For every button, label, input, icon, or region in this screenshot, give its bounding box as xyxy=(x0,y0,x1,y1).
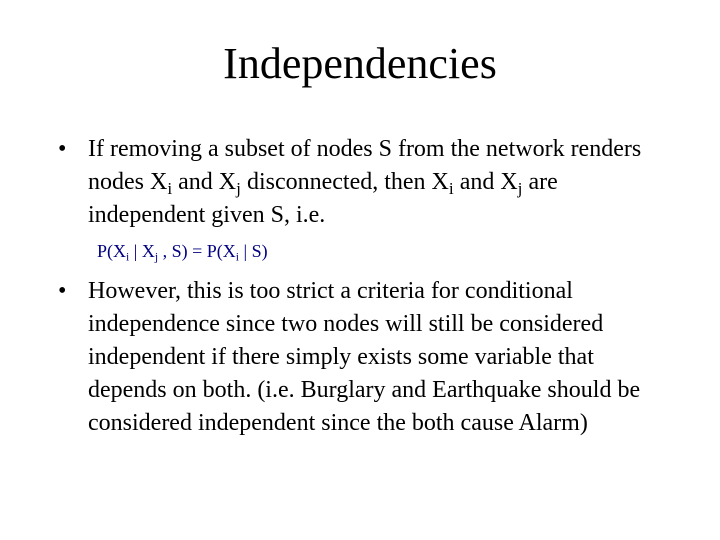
bullet1-text-part: disconnected, then X xyxy=(240,169,449,195)
formula-part: | X xyxy=(129,241,155,261)
bullet-text-2: However, this is too strict a criteria for conditional independence since two nodes will still be considered independent if there simply exists some variable that depends on both. (i.e. Burglary and Earthquake should be considered independent since the both cause Alarm) xyxy=(88,278,641,436)
formula-subscript-j: j xyxy=(154,250,159,264)
bullet-item-2 xyxy=(58,275,678,440)
subscript-i: i xyxy=(448,178,454,198)
slide-title: Independencies xyxy=(223,39,497,88)
subscript-i: i xyxy=(167,178,173,198)
independence-formula xyxy=(97,239,268,263)
formula-part: | S) xyxy=(239,241,268,261)
bullet1-text-part: If removing a subset of nodes S from the network renders nodes X xyxy=(88,136,642,195)
bullet1-text-part: and X xyxy=(172,169,237,195)
bullet-item-1 xyxy=(58,133,678,232)
formula-subscript-i: i xyxy=(235,250,240,264)
formula-subscript-i: i xyxy=(126,250,130,264)
bullet1-text-part: and X xyxy=(453,169,518,195)
subscript-j: j xyxy=(517,178,523,198)
formula-part: , S) = P(X xyxy=(158,241,236,261)
subscript-j: j xyxy=(236,178,241,198)
bullet1-text-part: are independent given S, i.e. xyxy=(88,169,558,228)
bullet-text-1 xyxy=(88,133,678,232)
bullet-marker: • xyxy=(58,278,67,304)
bullet-marker: • xyxy=(58,136,67,162)
formula-part: P(X xyxy=(97,241,127,261)
